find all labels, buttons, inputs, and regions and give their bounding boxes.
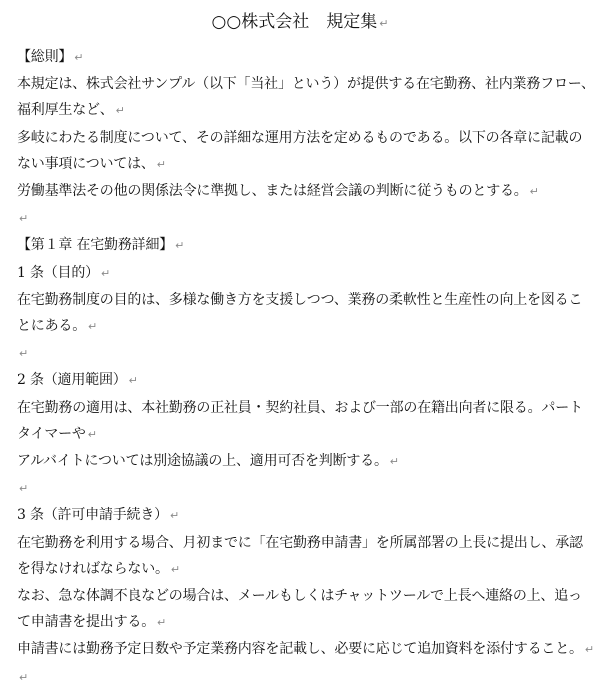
line-text: 本規定は、株式会社サンプル（以下「当社」という）が提供する在宅勤務、社内業務フロー、 bbox=[17, 76, 595, 93]
paragraph-line bbox=[17, 125, 583, 151]
line-text: ない事項については、 bbox=[17, 155, 155, 172]
paragraph-mark-icon: ↵ bbox=[74, 51, 84, 64]
paragraph-mark-icon: ↵ bbox=[584, 643, 594, 657]
line-text: 2 条（適用範囲） bbox=[17, 372, 127, 389]
paragraph-mark-icon: ↵ bbox=[19, 347, 29, 361]
line-text: とにある。 bbox=[17, 318, 86, 335]
article-heading bbox=[17, 502, 583, 529]
line-text: を得なければならない。 bbox=[17, 560, 169, 577]
paragraph-mark-icon: ↵ bbox=[156, 157, 166, 171]
line-text: 福利厚生など、 bbox=[17, 102, 114, 119]
paragraph-mark-icon: ↵ bbox=[19, 670, 29, 684]
document-page bbox=[17, 8, 595, 691]
paragraph-mark-icon: ↵ bbox=[128, 374, 138, 388]
paragraph-line bbox=[17, 583, 583, 609]
section-heading bbox=[17, 232, 583, 259]
document-title bbox=[17, 8, 583, 36]
paragraph-line bbox=[17, 609, 583, 636]
paragraph-mark-icon: ↵ bbox=[175, 239, 185, 253]
line-text: アルバイトについては別途協議の上、適用可否を判断する。 bbox=[17, 453, 388, 470]
paragraph-line bbox=[17, 313, 583, 340]
line-text: タイマーや bbox=[17, 425, 86, 442]
paragraph-mark-icon: ↵ bbox=[170, 562, 180, 576]
paragraph-line bbox=[17, 395, 583, 421]
line-text: 【総則】 bbox=[17, 49, 73, 65]
line-text: て申請書を提出する。 bbox=[17, 614, 155, 631]
paragraph-line bbox=[17, 151, 583, 178]
paragraph-mark-icon: ↵ bbox=[169, 509, 179, 523]
paragraph-mark-icon: ↵ bbox=[100, 266, 110, 280]
paragraph-line bbox=[17, 178, 583, 205]
empty-line bbox=[17, 475, 583, 502]
paragraph-line bbox=[17, 530, 583, 556]
line-text: なお、急な体調不良などの場合は、メールもしくはチャットツールで上長へ連絡の上、追っ bbox=[17, 588, 582, 605]
line-text: 在宅勤務を利用する場合、月初までに「在宅勤務申請書」を所属部署の上長に提出し、承認 bbox=[17, 534, 583, 551]
paragraph-mark-icon: ↵ bbox=[115, 104, 125, 118]
paragraph-line bbox=[17, 287, 583, 313]
article-heading bbox=[17, 260, 583, 287]
line-text: 3 条（許可申請手続き） bbox=[17, 507, 168, 524]
paragraph-mark-icon: ↵ bbox=[19, 482, 29, 496]
line-text: 【第１章 在宅勤務詳細】 bbox=[17, 237, 174, 254]
article-heading bbox=[17, 367, 583, 394]
paragraph-mark-icon: ↵ bbox=[19, 212, 29, 226]
line-text: 申請書には勤務予定日数や予定業務内容を記載し、必要に応じて追加資料を添付すること。 bbox=[17, 641, 583, 658]
paragraph-line bbox=[17, 448, 583, 475]
empty-line bbox=[17, 664, 583, 691]
paragraph-line bbox=[17, 636, 594, 663]
paragraph-mark-icon: ↵ bbox=[157, 616, 167, 630]
empty-line bbox=[17, 205, 583, 232]
line-text: 多岐にわたる制度について、その詳細な運用方法を定めるものである。以下の各章に記載の bbox=[17, 129, 583, 146]
line-text: 労働基準法その他の関係法令に準拠し、または経営会議の判断に従うものとする。 bbox=[17, 183, 528, 200]
line-text: 在宅勤務制度の目的は、多様な働き方を支援しつつ、業務の柔軟性と生産性の向上を図るこ bbox=[17, 291, 583, 308]
paragraph-line bbox=[17, 556, 583, 583]
paragraph-line bbox=[17, 97, 583, 124]
paragraph-line bbox=[17, 421, 583, 448]
paragraph-mark-icon: ↵ bbox=[379, 17, 389, 30]
document-title-text: ○○株式会社 規定集 bbox=[211, 12, 378, 32]
paragraph-mark-icon: ↵ bbox=[389, 455, 399, 469]
empty-line bbox=[17, 340, 583, 367]
paragraph-mark-icon: ↵ bbox=[88, 320, 98, 334]
line-text: 在宅勤務の適用は、本社勤務の正社員・契約社員、および一部の在籍出向者に限る。パート bbox=[17, 399, 583, 416]
paragraph-mark-icon: ↵ bbox=[87, 427, 97, 441]
section-heading bbox=[17, 44, 583, 71]
line-text: 1 条（目的） bbox=[17, 264, 99, 281]
paragraph-line bbox=[17, 71, 595, 97]
paragraph-mark-icon: ↵ bbox=[529, 185, 539, 199]
